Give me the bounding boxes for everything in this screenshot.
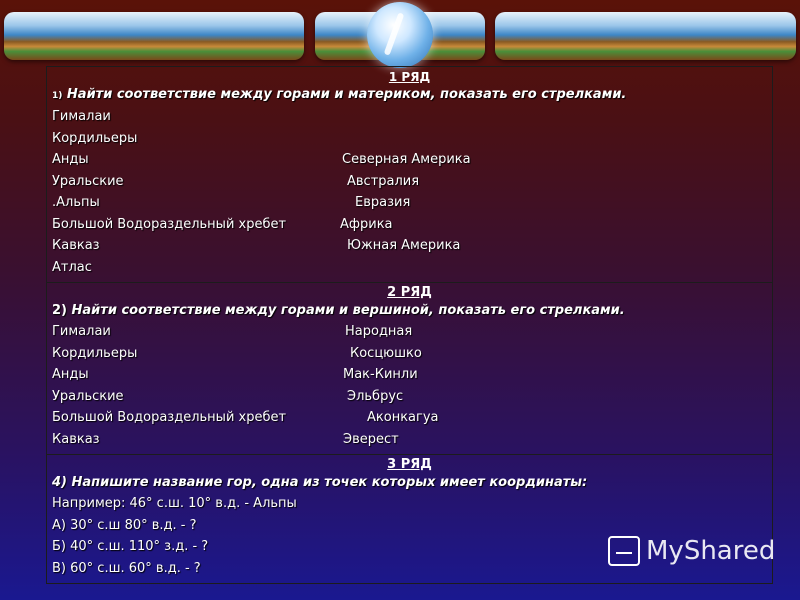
- list-item: [52, 343, 767, 365]
- peak-name: Эверест: [343, 431, 399, 447]
- row1-task-number: 1): [52, 91, 63, 101]
- peak-name: Народная: [345, 324, 413, 339]
- peak-name: Эльбрус: [347, 388, 404, 404]
- list-item: В) 60° с.ш. 60° в.д. - ?: [52, 560, 201, 576]
- myshared-watermark: [608, 536, 775, 566]
- continent-name: Южная Америка: [347, 238, 461, 253]
- watermark-text: MyShared: [646, 536, 776, 566]
- list-item: Б) 40° с.ш. 110° з.д. - ?: [52, 539, 209, 554]
- list-item: [52, 364, 767, 386]
- globe-decoration: [367, 2, 433, 68]
- list-item: [52, 257, 767, 279]
- worksheet-table: [46, 66, 776, 584]
- mountain-name: Большой Водораздельный хребет: [52, 216, 287, 232]
- list-item: [52, 106, 767, 128]
- continent-name: Африка: [340, 216, 393, 232]
- list-item: Например: 46° с.ш. 10° в.д. - Альпы: [52, 496, 297, 511]
- mountain-name: Кордильеры: [52, 130, 138, 146]
- list-item: [52, 192, 767, 214]
- mountain-name: Гималаи: [52, 109, 111, 124]
- row1-task: [52, 85, 767, 106]
- mountain-name: Гималаи: [52, 324, 111, 339]
- peak-name: Аконкагуа: [367, 410, 439, 425]
- list-item: [52, 235, 767, 257]
- mountain-name: Большой Водораздельный хребет: [52, 410, 287, 425]
- list-item: [52, 386, 767, 408]
- mountain-name: Кавказ: [52, 431, 100, 447]
- row1-cell: [47, 67, 773, 283]
- list-item: [52, 149, 767, 171]
- continent-name: Евразия: [355, 195, 411, 210]
- header-banner-right: [495, 12, 796, 60]
- list-item: [52, 128, 767, 150]
- mountain-name: Уральские: [52, 388, 124, 404]
- list-item: [52, 321, 767, 343]
- peak-name: Мак-Кинли: [343, 367, 418, 382]
- mountain-name: Кордильеры: [52, 345, 138, 361]
- mountain-name: Анды: [52, 367, 89, 382]
- continent-name: Северная Америка: [342, 152, 471, 167]
- list-item: А) 30° с.ш 80° в.д. - ?: [52, 517, 197, 533]
- list-item: [52, 407, 767, 429]
- row3-task: 4) Напишите название гор, одна из точек которых имеет координаты:: [52, 475, 588, 490]
- mountain-name: Уральские: [52, 173, 124, 189]
- row2-task: [52, 301, 767, 321]
- list-item: [52, 214, 767, 236]
- row1-label: 1 РЯД: [388, 70, 431, 84]
- table-row: [47, 283, 773, 455]
- row1-task-text: Найти соответствие между горами и материком, показать его стрелками.: [62, 87, 627, 102]
- peak-name: Косцюшко: [350, 345, 422, 361]
- row2-label: 2 РЯД: [387, 285, 432, 300]
- mountain-name: .Альпы: [52, 195, 100, 210]
- presentation-icon: [608, 536, 640, 566]
- table-row: [47, 67, 773, 283]
- row3-label: 3 РЯД: [387, 457, 432, 472]
- list-item: [52, 171, 767, 193]
- mountain-name: Анды: [52, 152, 89, 167]
- mountain-name: Кавказ: [52, 238, 100, 253]
- list-item: [52, 429, 767, 451]
- row2-task-text: Найти соответствие между горами и вершиной, показать его стрелками.: [67, 303, 625, 318]
- row2-task-number: 2): [52, 303, 67, 318]
- mountain-name: Атлас: [52, 259, 92, 275]
- header-banner-left: [4, 12, 304, 60]
- row2-cell: [47, 283, 773, 455]
- continent-name: Австралия: [347, 173, 420, 189]
